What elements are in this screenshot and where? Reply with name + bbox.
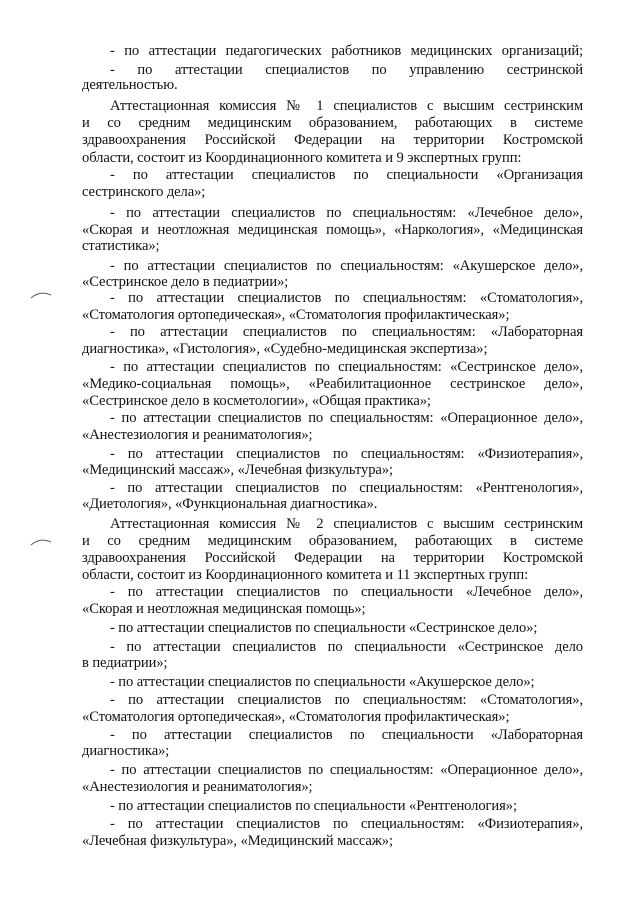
text-line: - по аттестации специалистов по управлению сестринской xyxy=(110,62,583,78)
text-line: и со средним медицинским образованием, работающих в системе xyxy=(82,115,583,131)
text-line: - по аттестации специалистов по специальностям: «Операционное дело», xyxy=(110,762,583,778)
text-line: - по аттестации специалистов по специальностям: «Рентгенология», xyxy=(110,480,583,496)
text-line: области, состоит из Координационного комитета и 9 экспертных групп: xyxy=(82,150,522,166)
text-line: - по аттестации педагогических работников медицинских организаций; xyxy=(110,43,583,59)
text-line: «Сестринское дело в косметологии», «Общая практика»; xyxy=(82,393,431,409)
text-line: - по аттестации специалистов по специальности «Сестринское дело xyxy=(110,639,583,655)
text-line: - по аттестации специалистов по специальностям: «Стоматология», xyxy=(110,290,583,306)
text-line: «Анестезиология и реаниматология»; xyxy=(82,427,313,443)
text-line: «Стоматология ортопедическая», «Стоматология профилактическая»; xyxy=(82,709,510,725)
text-line: - по аттестации специалистов по специальности «Акушерское дело»; xyxy=(110,674,535,690)
text-line: - по аттестации специалистов по специальности «Рентгенология»; xyxy=(110,798,517,814)
text-line: Аттестационная комиссия № 2 специалистов с высшим сестринским xyxy=(110,516,583,532)
text-line: - по аттестации специалистов по специальности «Лечебное дело», xyxy=(110,584,583,600)
text-line: здравоохранения Российской Федерации на территории Костромской xyxy=(82,550,583,566)
text-line: - по аттестации специалистов по специальностям: «Операционное дело», xyxy=(110,410,583,426)
text-line: области, состоит из Координационного комитета и 11 экспертных групп: xyxy=(82,567,529,583)
scan-hole-mark xyxy=(30,537,52,547)
text-line: - по аттестации специалистов по специальности «Лабораторная xyxy=(110,727,583,743)
text-line: «Лечебная физкультура», «Медицинский массаж»; xyxy=(82,833,393,849)
text-line: «Стоматология ортопедическая», «Стоматология профилактическая»; xyxy=(82,307,510,323)
text-line: - по аттестации специалистов по специальности «Сестринское дело»; xyxy=(110,620,538,636)
text-line: «Сестринское дело в педиатрии»; xyxy=(82,274,289,290)
text-line: «Медицинский массаж», «Лечебная физкультура»; xyxy=(82,462,393,478)
text-line: - по аттестации специалистов по специальностям: «Лечебное дело», xyxy=(110,205,583,221)
text-line: - по аттестации специалистов по специальностям: «Физиотерапия», xyxy=(110,446,583,462)
scan-hole-mark xyxy=(30,290,52,300)
text-line: в педиатрии»; xyxy=(82,655,168,671)
text-line: - по аттестации специалистов по специальностям: «Сестринское дело», xyxy=(110,359,583,375)
text-line: «Скорая и неотложная медицинская помощь», «Наркология», «Медицинская xyxy=(82,222,583,238)
text-line: - по аттестации специалистов по специальностям: «Физиотерапия», xyxy=(110,816,583,832)
text-line: «Анестезиология и реаниматология»; xyxy=(82,779,313,795)
text-line: - по аттестации специалистов по специальностям: «Акушерское дело», xyxy=(110,258,583,274)
text-line: - по аттестации специалистов по специальности «Организация xyxy=(110,167,583,183)
text-line: - по аттестации специалистов по специальностям: «Лабораторная xyxy=(110,324,583,340)
text-line: «Диетология», «Функциональная диагностика». xyxy=(82,496,378,512)
text-line: деятельностью. xyxy=(82,77,178,93)
text-line: - по аттестации специалистов по специальностям: «Стоматология», xyxy=(110,692,583,708)
text-line: Аттестационная комиссия № 1 специалистов с высшим сестринским xyxy=(110,98,583,114)
text-line: здравоохранения Российской Федерации на территории Костромской xyxy=(82,132,583,148)
text-line: статистика»; xyxy=(82,238,160,254)
text-line: и со средним медицинским образованием, работающих в системе xyxy=(82,533,583,549)
text-line: диагностика»; xyxy=(82,743,170,759)
text-line: «Скорая и неотложная медицинская помощь»; xyxy=(82,601,366,617)
text-line: «Медико-социальная помощь», «Реабилитационное сестринское дело», xyxy=(82,376,583,392)
text-line: диагностика», «Гистология», «Судебно-медицинская экспертиза»; xyxy=(82,341,488,357)
text-line: сестринского дела»; xyxy=(82,184,206,200)
